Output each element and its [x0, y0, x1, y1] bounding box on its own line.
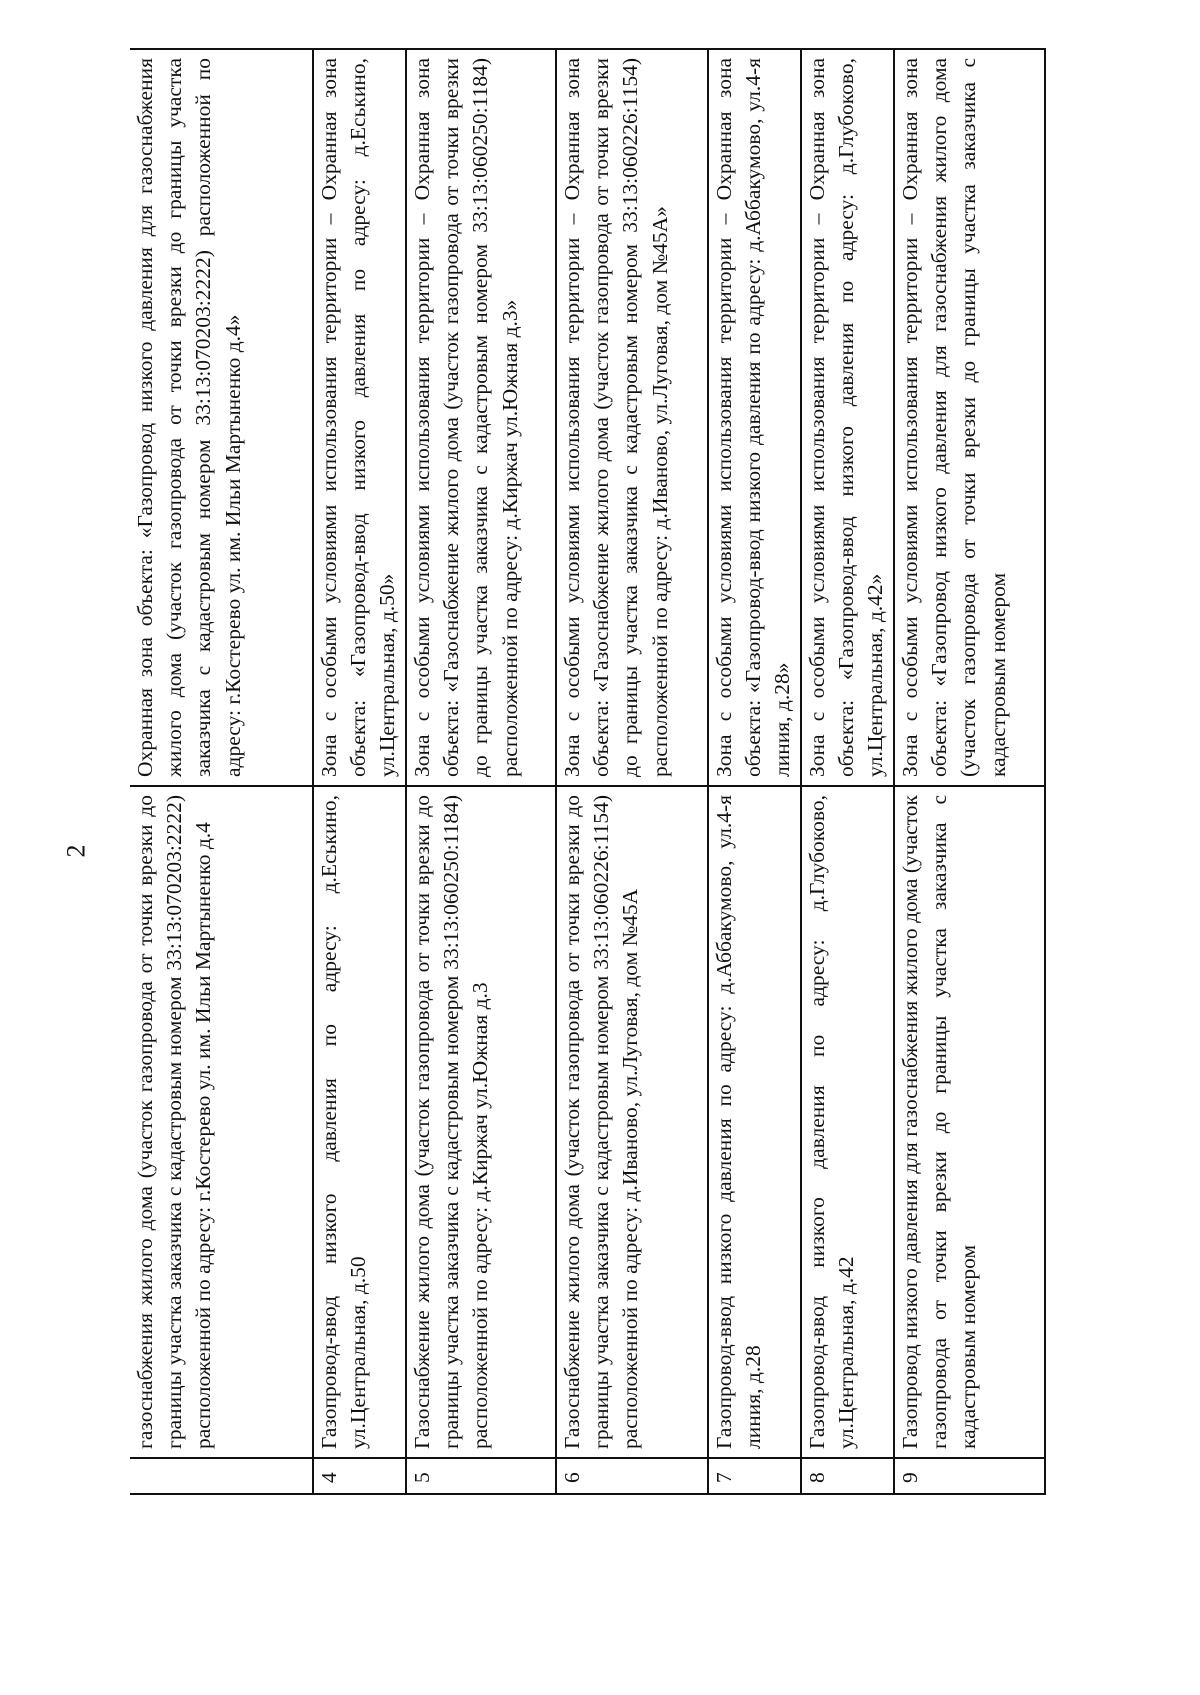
object-name: Газопровод-ввод низкого давления по адресу: д.Аббакумово, ул.4-я линия, д.28 — [708, 786, 801, 1458]
zone-description: Зона с особыми условиями использования территории – Охранная зона объекта: «Газоснабжение жилого дома (участок газопровода от точки врезки до границы участка заказчика с кадастровым номером 33:13:060226:1154) расположенной по адресу: д.Иваново, ул.Луговая, дом №45А» — [556, 49, 708, 786]
row-number: 6 — [556, 1458, 708, 1494]
zones-table — [130, 48, 1046, 1495]
page-number: 2 — [61, 844, 91, 858]
row-number: 8 — [801, 1458, 894, 1494]
zone-description: Зона с особыми условиями использования территории – Охранная зона объекта: «Газопровод-ввод низкого давления по адресу: д.Аббакумово, ул.4-я линия, д.28» — [708, 49, 801, 786]
row-number: 7 — [708, 1458, 801, 1494]
zone-description: Зона с особыми условиями использования территории – Охранная зона объекта: «Газопровод-ввод низкого давления по адресу: д.Глубоково, ул.Центральная, д.42» — [801, 49, 894, 786]
zones-table-container — [130, 50, 1045, 1495]
object-name: Газопровод низкого давления для газоснабжения жилого дома (участок газопровода от точки врезки до границы участка заказчика с кадастровым номером — [894, 786, 1045, 1458]
object-name: Газопровод-ввод низкого давления по адресу: д.Глубоково, ул.Центральная, д.42 — [801, 786, 894, 1458]
table-row — [406, 49, 556, 1494]
table-row — [313, 49, 406, 1494]
table-row — [708, 49, 801, 1494]
row-number: 4 — [313, 1458, 406, 1494]
row-number: 9 — [894, 1458, 1045, 1494]
zone-description: Зона с особыми условиями использования территории – Охранная зона объекта: «Газопровод низкого давления для газоснабжения жилого дома (участок газопровода от точки врезки до границы участка заказчика с кадастровым номером — [894, 49, 1045, 786]
row-number: 5 — [406, 1458, 556, 1494]
table-row — [556, 49, 708, 1494]
object-name: Газоснабжение жилого дома (участок газопровода от точки врезки до границы участка заказчика с кадастровым номером 33:13:060250:1184) расположенной по адресу: д.Киржач ул.Южная д.3 — [406, 786, 556, 1458]
table-row — [130, 49, 313, 1494]
object-name: газоснабжения жилого дома (участок газопровода от точки врезки до границы участка заказчика с кадастровым номером 33:13:070203:2222) расположенной по адресу: г.Костерево ул. им. Ильи Мартыненко д.4 — [130, 786, 313, 1458]
table-row — [894, 49, 1045, 1494]
object-name: Газопровод-ввод низкого давления по адресу: д.Еськино, ул.Центральная, д.50 — [313, 786, 406, 1458]
zone-description: Зона с особыми условиями использования территории – Охранная зона объекта: «Газоснабжение жилого дома (участок газопровода от точки врезки до границы участка заказчика с кадастровым номером 33:13:060250:1184) расположенной по адресу: д.Киржач ул.Южная д.3» — [406, 49, 556, 786]
object-name: Газоснабжение жилого дома (участок газопровода от точки врезки до границы участка заказчика с кадастровым номером 33:13:060226:1154) расположенной по адресу: д.Иваново, ул.Луговая, дом №45А — [556, 786, 708, 1458]
table-row — [801, 49, 894, 1494]
zone-description: Охранная зона объекта: «Газопровод низкого давления для газоснабжения жилого дома (участок газопровода от точки врезки до границы участка заказчика с кадастровым номером 33:13:070203:2222) расположенной по адресу: г.Костерево ул. им. Ильи Мартыненко д.4» — [130, 49, 313, 786]
row-number — [130, 1458, 313, 1494]
zone-description: Зона с особыми условиями использования территории – Охранная зона объекта: «Газопровод-ввод низкого давления по адресу: д.Еськино, ул.Центральная, д.50» — [313, 49, 406, 786]
